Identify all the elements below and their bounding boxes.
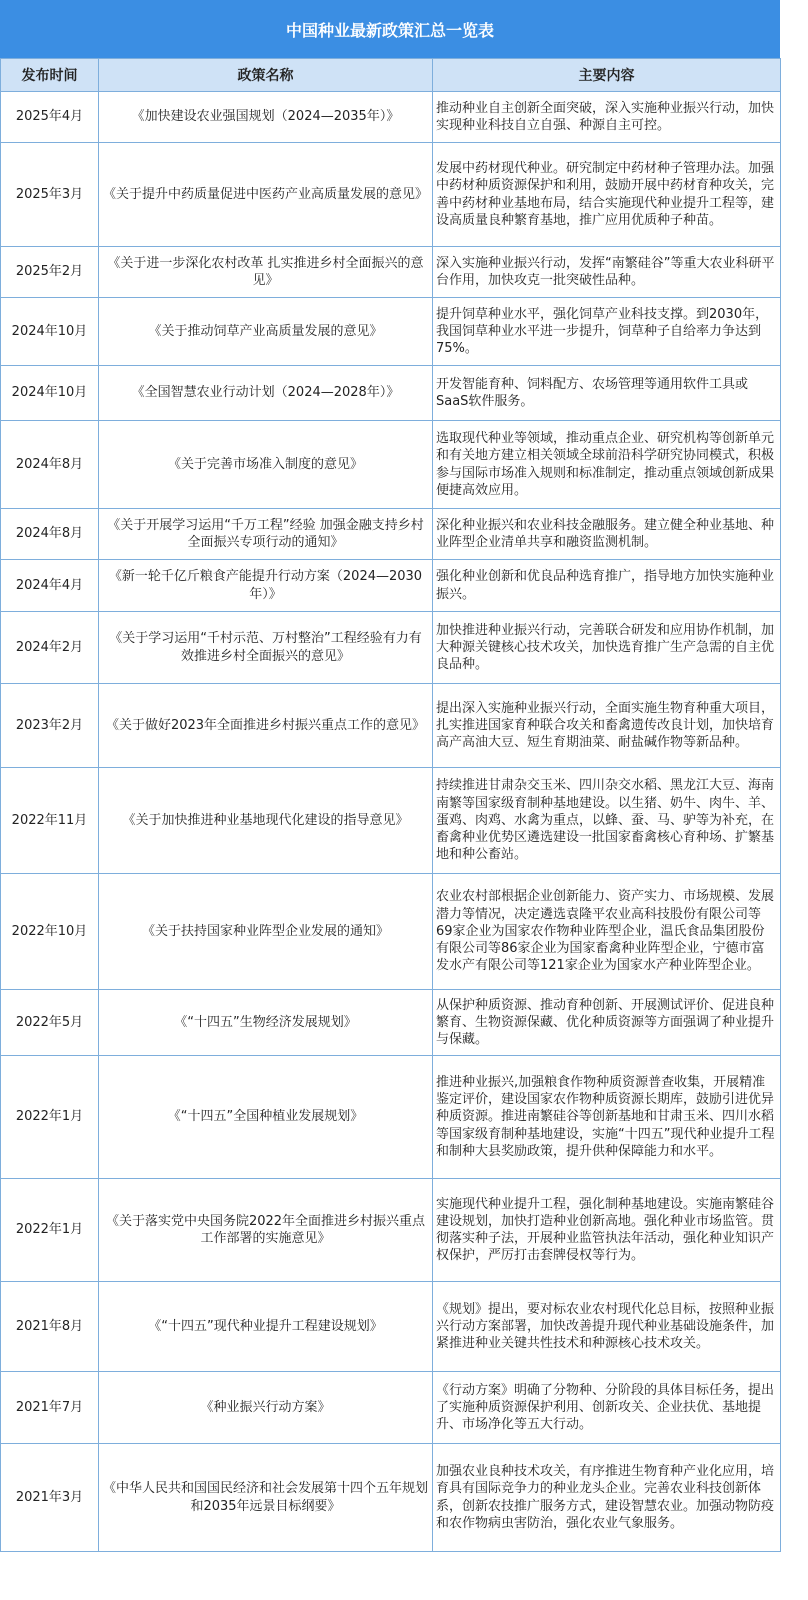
- row-date: 2024年8月: [1, 421, 99, 509]
- row-policy-name: 《“十四五”全国种植业发展规划》: [99, 1056, 433, 1179]
- row-date: 2022年1月: [1, 1056, 99, 1179]
- row-date: 2022年5月: [1, 990, 99, 1056]
- row-content: 《行动方案》明确了分物种、分阶段的具体目标任务，提出了实施种质资源保护利用、创新攻关、企业扶优、基地提升、市场净化等五大行动。: [433, 1372, 781, 1444]
- table-row: [1, 874, 781, 990]
- row-policy-name: 《关于学习运用“千村示范、万村整治”工程经验有力有效推进乡村全面振兴的意见》: [99, 612, 433, 684]
- row-content: 加快推进种业振兴行动，完善联合研发和应用协作机制，加大种源关键核心技术攻关，加快选育推广生产急需的自主优良品种。: [433, 612, 781, 684]
- row-date: 2025年4月: [1, 92, 99, 143]
- row-content: 实施现代种业提升工程，强化制种基地建设。实施南繁硅谷建设规划，加快打造种业创新高地。强化种业市场监管。贯彻落实种子法，开展种业监管执法年活动，强化种业知识产权保护，严厉打击套牌侵权等行为。: [433, 1179, 781, 1282]
- row-policy-name: 《中华人民共和国国民经济和社会发展第十四个五年规划和2035年远景目标纲要》: [99, 1444, 433, 1552]
- row-date: 2022年1月: [1, 1179, 99, 1282]
- header-row: [1, 59, 781, 92]
- row-date: 2025年3月: [1, 143, 99, 247]
- row-date: 2022年10月: [1, 874, 99, 990]
- row-date: 2024年2月: [1, 612, 99, 684]
- table-row: [1, 1444, 781, 1552]
- row-date: 2024年10月: [1, 298, 99, 366]
- table-row: [1, 366, 781, 421]
- row-policy-name: 《加快建设农业强国规划（2024—2035年）》: [99, 92, 433, 143]
- table-row: [1, 247, 781, 298]
- row-content: 从保护种质资源、推动育种创新、开展测试评价、促进良种繁育、生物资源保藏、优化种质资源等方面强调了种业提升与保藏。: [433, 990, 781, 1056]
- table-row: [1, 990, 781, 1056]
- row-date: 2021年3月: [1, 1444, 99, 1552]
- row-policy-name: 《关于落实党中央国务院2022年全面推进乡村振兴重点工作部署的实施意见》: [99, 1179, 433, 1282]
- table-row: [1, 1282, 781, 1372]
- row-date: 2023年2月: [1, 684, 99, 768]
- table-row: [1, 92, 781, 143]
- row-content: 持续推进甘肃杂交玉米、四川杂交水稻、黑龙江大豆、海南南繁等国家级育制种基地建设。以生猪、奶牛、肉牛、羊、蛋鸡、肉鸡、水禽为重点，以蜂、蚕、马、驴等为补充，在畜禽种业优势区遴选建设一批国家畜禽核心育种场、扩繁基地和种公畜站。: [433, 768, 781, 874]
- table-row: [1, 1179, 781, 1282]
- row-policy-name: 《关于推动饲草产业高质量发展的意见》: [99, 298, 433, 366]
- header-policy-name: 政策名称: [99, 59, 433, 92]
- row-policy-name: 《关于完善市场准入制度的意见》: [99, 421, 433, 509]
- row-content: 强化种业创新和优良品种选育推广，指导地方加快实施种业振兴。: [433, 560, 781, 612]
- row-content: 《规划》提出，要对标农业农村现代化总目标，按照种业振兴行动方案部署，加快改善提升现代种业基础设施条件，加紧推进种业关键共性技术和种源核心技术攻关。: [433, 1282, 781, 1372]
- row-policy-name: 《关于开展学习运用“千万工程”经验 加强金融支持乡村全面振兴专项行动的通知》: [99, 509, 433, 560]
- table-row: [1, 143, 781, 247]
- table-row: [1, 560, 781, 612]
- row-date: 2024年4月: [1, 560, 99, 612]
- header-date: 发布时间: [1, 59, 99, 92]
- row-date: 2021年8月: [1, 1282, 99, 1372]
- row-date: 2025年2月: [1, 247, 99, 298]
- row-content: 农业农村部根据企业创新能力、资产实力、市场规模、发展潜力等情况，决定遴选袁隆平农业高科技股份有限公司等69家企业为国家农作物种业阵型企业，温氏食品集团股份有限公司等86家企业为国家畜禽种业阵型企业，宁德市富发水产有限公司等121家企业为国家水产种业阵型企业。: [433, 874, 781, 990]
- table-row: [1, 1056, 781, 1179]
- row-date: 2024年8月: [1, 509, 99, 560]
- row-policy-name: 《关于加快推进种业基地现代化建设的指导意见》: [99, 768, 433, 874]
- row-policy-name: 《“十四五”生物经济发展规划》: [99, 990, 433, 1056]
- table-row: [1, 421, 781, 509]
- row-policy-name: 《种业振兴行动方案》: [99, 1372, 433, 1444]
- row-content: 推进种业振兴,加强粮食作物种质资源普查收集，开展精准鉴定评价，建设国家农作物种质资源长期库，鼓励引进优异种质资源。推进南繁硅谷等创新基地和甘肃玉米、四川水稻等国家级育制种基地建设，实施“十四五”现代种业提升工程和制种大县奖励政策，提升供种保障能力和水平。: [433, 1056, 781, 1179]
- table-row: [1, 1372, 781, 1444]
- row-policy-name: 《关于提升中药质量促进中医药产业高质量发展的意见》: [99, 143, 433, 247]
- row-policy-name: 《“十四五”现代种业提升工程建设规划》: [99, 1282, 433, 1372]
- row-content: 深化种业振兴和农业科技金融服务。建立健全种业基地、种业阵型企业清单共享和融资监测机制。: [433, 509, 781, 560]
- row-policy-name: 《新一轮千亿斤粮食产能提升行动方案（2024—2030年）》: [99, 560, 433, 612]
- row-content: 发展中药材现代种业。研究制定中药材种子管理办法。加强中药材种质资源保护和利用，鼓励开展中药材育种攻关，完善中药材种业基地布局，结合实施现代种业提升工程等，建设高质量良种繁育基地，推广应用优质种子种苗。: [433, 143, 781, 247]
- table-header: [1, 59, 781, 92]
- header-content: 主要内容: [433, 59, 781, 92]
- table-row: [1, 768, 781, 874]
- row-content: 推动种业自主创新全面突破，深入实施种业振兴行动，加快实现种业科技自立自强、种源自主可控。: [433, 92, 781, 143]
- table-row: [1, 509, 781, 560]
- row-content: 提升饲草种业水平，强化饲草产业科技支撑。到2030年，我国饲草种业水平进一步提升，饲草种子自给率力争达到75%。: [433, 298, 781, 366]
- row-date: 2024年10月: [1, 366, 99, 421]
- table-row: [1, 684, 781, 768]
- row-policy-name: 《关于扶持国家种业阵型企业发展的通知》: [99, 874, 433, 990]
- row-content: 加强农业良种技术攻关，有序推进生物育种产业化应用，培育具有国际竞争力的种业龙头企业。完善农业科技创新体系，创新农技推广服务方式，建设智慧农业。加强动物防疫和农作物病虫害防治，强化农业气象服务。: [433, 1444, 781, 1552]
- policy-table: [0, 58, 781, 1552]
- row-content: 提出深入实施种业振兴行动，全面实施生物育种重大项目，扎实推进国家育种联合攻关和畜禽遗传改良计划，加快培育高产高油大豆、短生育期油菜、耐盐碱作物等新品种。: [433, 684, 781, 768]
- row-policy-name: 《关于进一步深化农村改革 扎实推进乡村全面振兴的意见》: [99, 247, 433, 298]
- table-row: [1, 612, 781, 684]
- row-content: 开发智能育种、饲料配方、农场管理等通用软件工具或SaaS软件服务。: [433, 366, 781, 421]
- table-body: [1, 92, 781, 1552]
- row-date: 2022年11月: [1, 768, 99, 874]
- row-date: 2021年7月: [1, 1372, 99, 1444]
- row-policy-name: 《全国智慧农业行动计划（2024—2028年）》: [99, 366, 433, 421]
- table-row: [1, 298, 781, 366]
- row-content: 选取现代种业等领域，推动重点企业、研究机构等创新单元和有关地方建立相关领域全球前沿科学研究协同模式，积极参与国际市场准入规则和标准制定，推动重点领域创新成果便捷高效应用。: [433, 421, 781, 509]
- row-content: 深入实施种业振兴行动，发挥“南繁硅谷”等重大农业科研平台作用，加快攻克一批突破性品种。: [433, 247, 781, 298]
- page-title: 中国种业最新政策汇总一览表: [0, 0, 780, 58]
- row-policy-name: 《关于做好2023年全面推进乡村振兴重点工作的意见》: [99, 684, 433, 768]
